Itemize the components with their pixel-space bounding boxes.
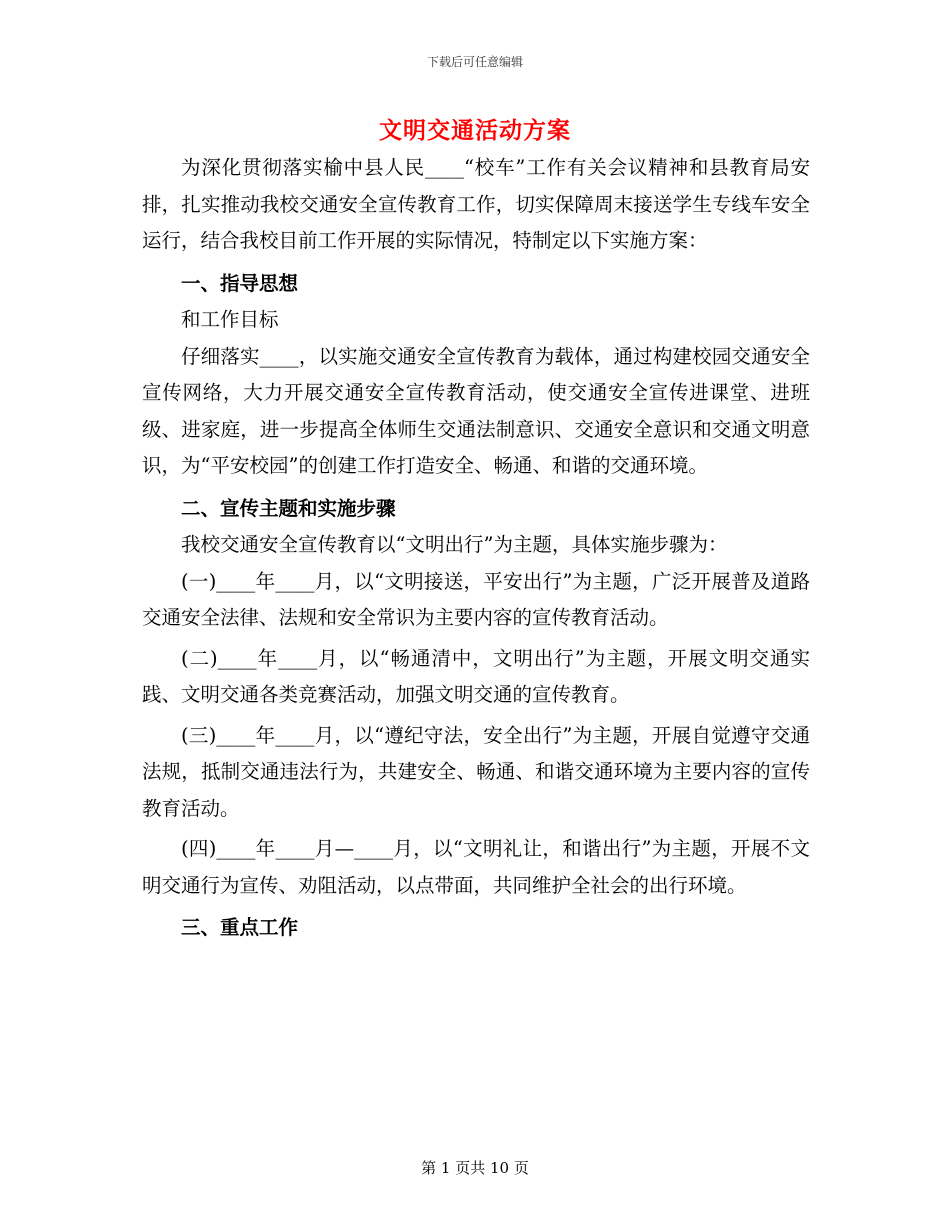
section-2-intro: 我校交通安全宣传教育以“文明出行”为主题，具体实施步骤为： [181,533,728,556]
section-2-heading: 二、宣传主题和实施步骤 [181,496,396,520]
section-3-heading: 三、重点工作 [181,916,299,939]
section-1-paragraph: 仔细落实____，以实施交通安全宣传教育为载体，通过构建校园交通安全宣传网络，大力开展交通安全宣传教育活动，使交通安全宣传进课堂、进班级、进家庭，进一步提高全体师生交通法制意识、交通安全意识和交通文明意识，为“平安校园”的创建工作打造安全、畅通、和谐的交通环境。 [142,344,810,477]
section-1-heading: 一、指导思想 [181,271,299,295]
step-4-paragraph: (四)____年____月—____月，以“文明礼让，和谐出行”为主题，开展不文明交通行为宣传、劝阻活动，以点带面，共同维护全社会的出行环境。 [142,837,810,897]
page-number: 第 1 页共 10 页 [421,1159,529,1177]
step-3-paragraph: (三)____年____月，以“遵纪守法，安全出行”为主题，开展自觉遵守交通法规，抵制交通违法行为，共建安全、畅通、和谐交通环境为主要内容的宣传教育活动。 [142,723,810,820]
step-1-paragraph: (一)____年____月，以“文明接送，平安出行”为主题，广泛开展普及道路交通安全法律、法规和安全常识为主要内容的宣传教育活动。 [142,569,810,629]
document-body [142,150,810,947]
step-2-paragraph: (二)____年____月，以“畅通清中，文明出行”为主题，开展文明交通实践、文明交通各类竞赛活动，加强文明交通的宣传教育。 [142,646,810,706]
document-title: 文明交通活动方案 [379,117,571,144]
section-1-subheading: 和工作目标 [181,308,279,331]
header-note: 下载后可任意编辑 [426,55,523,69]
intro-paragraph: 为深化贯彻落实榆中县人民____“校车”工作有关会议精神和县教育局安排，扎实推动我校交通安全宣传教育工作，切实保障周末接送学生专线车安全运行，结合我校目前工作开展的实际情况，特制定以下实施方案： [142,156,810,252]
